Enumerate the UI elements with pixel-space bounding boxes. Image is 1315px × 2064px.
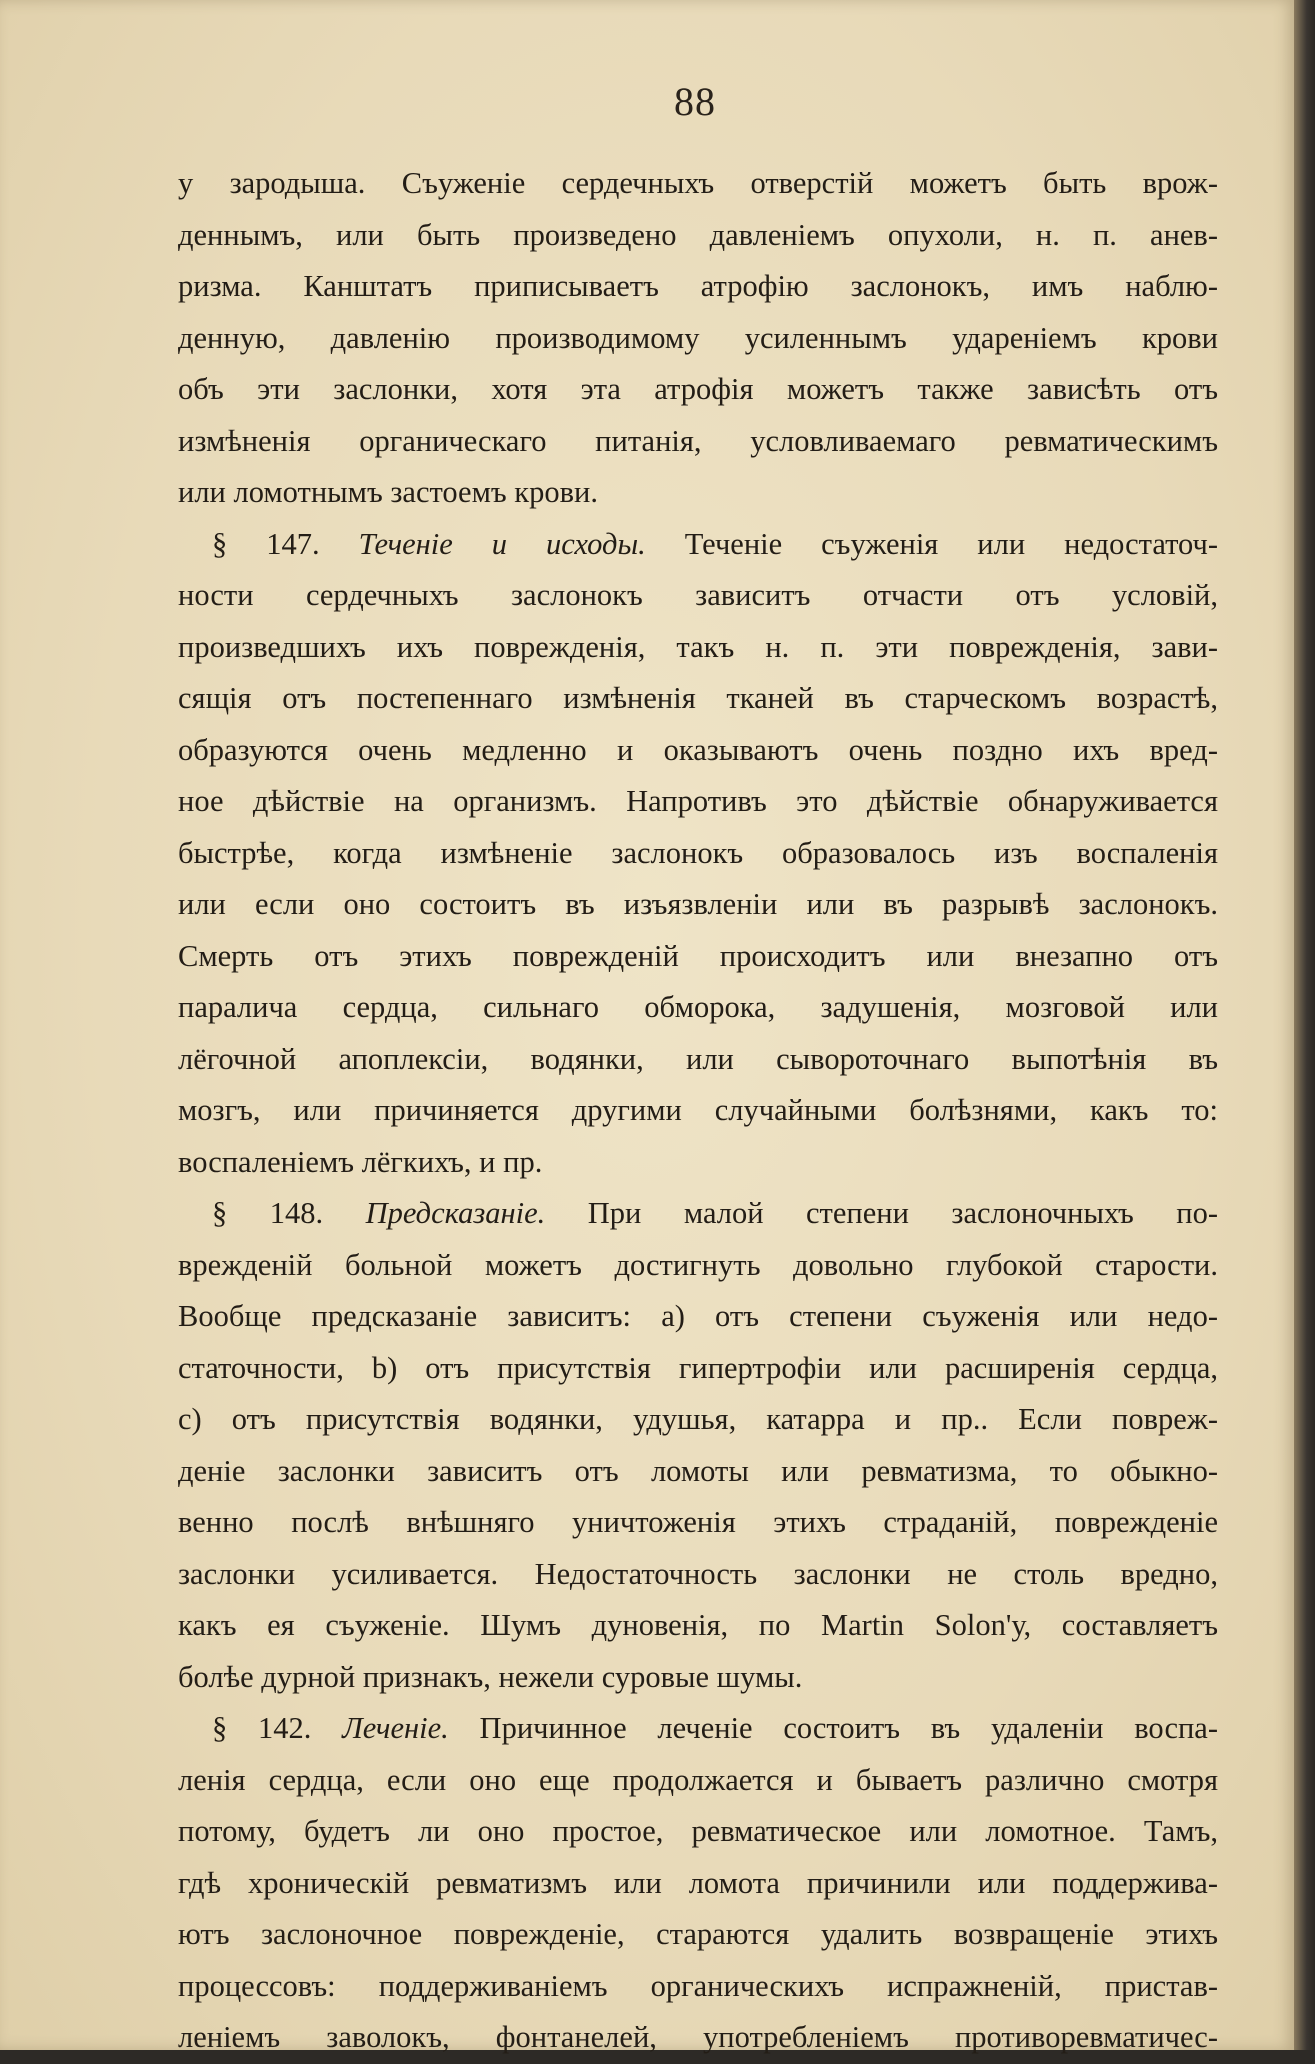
text-line: какъ ея съуженіе. Шумъ дуновенія, по Martin Solon'у, составляетъ <box>178 1608 1218 1642</box>
section-heading-line <box>178 519 1218 571</box>
text-line: врежденій больной можетъ достигнуть довольно глубокой старости. <box>178 1247 1218 1282</box>
text-line: процессовъ: поддерживаніемъ органическихъ испражненій, пристав- <box>178 1968 1218 2003</box>
text-line: статочности, b) отъ присутствія гипертрофіи или расширенія сердца, <box>178 1350 1218 1385</box>
text-line: денную, давленію производимому усиленнымъ удареніемъ крови <box>178 320 1218 355</box>
text-line: болѣе дурной признакъ, нежели суровые шумы. <box>178 1659 803 1694</box>
text-line: быстрѣе, когда измѣненіе заслонокъ образовалось изъ воспаленія <box>178 835 1218 870</box>
text-line: измѣненія органическаго питанія, условливаемаго ревматическимъ <box>178 423 1218 458</box>
text-line: или если оно состоитъ въ изъязвленіи или въ разрывѣ заслонокъ. <box>178 887 1218 921</box>
section-heading-line <box>178 1188 1218 1240</box>
body-text <box>178 158 1218 2064</box>
section-title: Предсказаніе. <box>365 1196 546 1230</box>
text-line: или ломотнымъ застоемъ крови. <box>178 475 598 509</box>
section-title: Леченіе. <box>342 1711 449 1745</box>
section-number: § 147. <box>212 526 359 561</box>
text-line: заслонки усиливается. Недостаточность заслонки не столь вредно, <box>178 1556 1218 1591</box>
section-number: § 148. <box>212 1196 366 1230</box>
section-title: Теченіе и исходы. <box>358 526 646 561</box>
text-line: c) отъ присутствія водянки, удушья, катарра и пр.. Если повреж- <box>178 1402 1218 1436</box>
section-text: Теченіе съуженія или недостаточ- <box>645 526 1218 561</box>
text-line: деніе заслонки зависитъ отъ ломоты или ревматизма, то обыкно- <box>178 1453 1218 1488</box>
text-line: произведшихъ ихъ поврежденія, такъ н. п. эти поврежденія, зави- <box>178 629 1218 664</box>
page-number: 88 <box>674 79 716 124</box>
section-number: § 142. <box>212 1711 343 1745</box>
text-line: паралича сердца, сильнаго обморока, задушенія, мозговой или <box>178 990 1218 1024</box>
page-edge <box>1294 0 1315 2050</box>
text-line: ютъ заслоночное поврежденіе, стараются удалить возвращеніе этихъ <box>178 1917 1218 1951</box>
text-line: образуются очень медленно и оказываютъ очень поздно ихъ вред- <box>178 732 1218 767</box>
section-heading-line <box>178 1703 1218 1755</box>
text-line: лёгочной апоплексіи, водянки, или сывороточнаго выпотѣнія въ <box>178 1041 1218 1076</box>
text-line: мозгъ, или причиняется другими случайными болѣзнями, какъ то: <box>178 1093 1218 1127</box>
text-line: ности сердечныхъ заслонокъ зависитъ отчасти отъ условій, <box>178 578 1218 612</box>
text-line: Смерть отъ этихъ поврежденій происходитъ или внезапно отъ <box>178 938 1218 973</box>
text-line: леніемъ заволокъ, фонтанелей, употребленіемъ противоревматичес- <box>178 2020 1218 2054</box>
text-line: у зародыша. Съуженіе сердечныхъ отверстій можетъ быть врож- <box>178 166 1218 200</box>
text-line: воспаленіемъ лёгкихъ, и пр. <box>178 1144 543 1179</box>
text-line: Вообще предсказаніе зависитъ: a) отъ степени съуженія или недо- <box>178 1299 1218 1333</box>
text-line: деннымъ, или быть произведено давленіемъ опухоли, н. п. анев- <box>178 217 1218 252</box>
text-line: ризма. Канштатъ приписываетъ атрофію заслонокъ, имъ наблю- <box>178 269 1218 303</box>
text-line: сящія отъ постепеннаго измѣненія тканей въ старческомъ возрастѣ, <box>178 681 1218 715</box>
text-line: потому, будетъ ли оно простое, ревматическое или ломотное. Тамъ, <box>178 1814 1218 1848</box>
section-text: При малой степени заслоночныхъ по- <box>545 1196 1218 1230</box>
text-line: ленія сердца, если оно еще продолжается и бываетъ различно смотря <box>178 1762 1218 1797</box>
text-line: объ эти заслонки, хотя эта атрофія можетъ также зависѣть отъ <box>178 372 1218 406</box>
section-text: Причинное леченіе состоитъ въ удаленіи воспа- <box>448 1711 1218 1745</box>
text-line: гдѣ хроническій ревматизмъ или ломота причинили или поддержива- <box>178 1865 1218 1900</box>
text-line: ное дѣйствіе на организмъ. Напротивъ это дѣйствіе обнаруживается <box>178 784 1218 818</box>
text-line: венно послѣ внѣшняго уничтоженія этихъ страданій, поврежденіе <box>178 1505 1218 1539</box>
